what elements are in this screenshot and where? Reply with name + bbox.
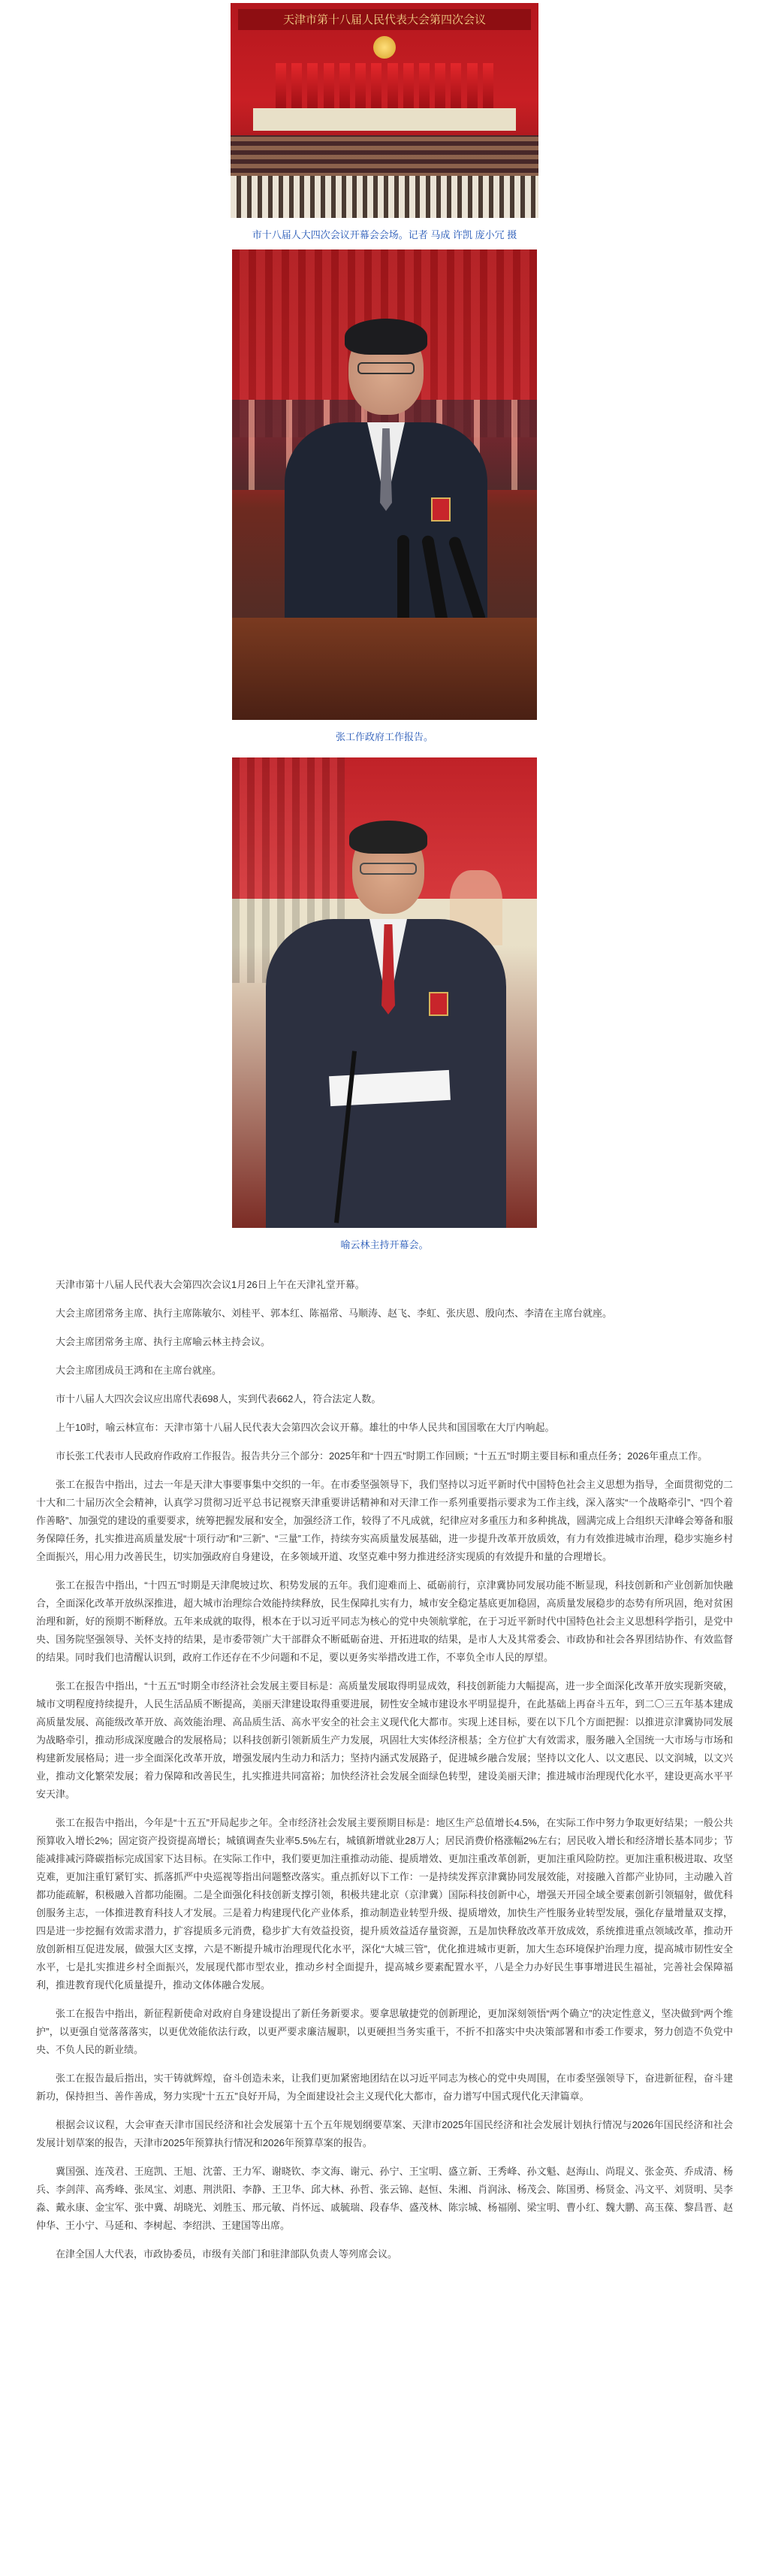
paragraph: 张工在报告中指出，“十四五”时期是天津爬坡过坎、积势发展的五年。我们迎难而上、砥砺前行，京津冀协同发展功能不断显现，科技创新和产业创新加快融合，全面深化改革开放纵深推进，超大城市治理综合效能持续释放，民生保障扎实有力，城市安全稳定基底更加稳固，高质量发展稳步的态势有所巩固，绝对贫困治理和新，好的预期不断释放。五年来成就的取得，根本在于以习近平同志为核心的党中央领航掌舵，在于习近平新时代中国特色社会主义思想科学指引，是党中央、国务院坚强领导、关怀支持的结果，是市委带领广大干部群众不断砥砺奋进、开拓进取的结果，是市人大及其常委会、市政协和社会各界团结协作、有效监督的结果。同时我们也清醒认识到，政府工作还存在不少问题和不足，要以更务实举措改进工作，不辜负全市人民的厚望。 — [36, 1580, 733, 1663]
photo-caption-1: 市十八届人大四次会议开幕会会场。记者 马成 许凯 庞小冗 摄 — [252, 229, 517, 240]
speaker-hair — [349, 821, 427, 854]
paragraph: 根据会议议程，大会审查天津市国民经济和社会发展第十五个五年规划纲要草案、天津市2025年国民经济和社会发展计划执行情况与2026年国民经济和社会发展计划草案的报告，天津市2025年预算执行情况和2026年预算草案的报告。 — [36, 2119, 733, 2148]
paragraph: 张工在报告中指出，新征程新使命对政府自身建设提出了新任务新要求。要拿思敏捷党的创新理论，更加深刻领悟“两个确立”的决定性意义，坚决做到“两个维护”，以更强自觉落落落实，以更优效能依法行政，以更严要求廉洁履职，以更硬担当务实重干，不折不扣落实中央决策部署和市委工作要求，努力创造不负党中央、不负人民的新业绩。 — [36, 2008, 733, 2055]
paragraph: 张工在报告中指出，过去一年是天津大事要事集中交织的一年。在市委坚强领导下，我们坚持以习近平新时代中国特色社会主义思想为指导，全面贯彻党的二十大和二十届历次全会精神，认真学习贯彻习近平总书记视察天津重要讲话精神和对天津工作一系列重要指示要求为工作主线，深入落实“一个战略牵引”、“四个着作善略”、加强党的建设的重要要求，统筹把握发展和安全，加强经济工作，较得了不凡成就，纪律应对多重压力和多种挑战，圆满完成上合组织天津峰会筹备和服务保障任务，扎实推进高质量发展“十项行动”和“三新”、“三量”工作，持续夯实高质量发展基础，进一步提升改革开放质效，有力有效推进城市治理，稳步实施乡村全面振兴，用心用力改善民生，切实加强政府自身建设，在多领域开道、攻坚克难中努力推进经济实现质的有效提升和量的合理增长。 — [36, 1479, 733, 1562]
photo-caption-3: 喻云林主持开幕会。 — [340, 1239, 429, 1250]
delegate-badge-icon — [429, 992, 448, 1016]
paragraph: 天津市第十八届人民代表大会第四次会议1月26日上午在天津礼堂开幕。 — [56, 1279, 365, 1290]
paragraph: 张工在报告最后指出，实干铸就辉煌，奋斗创造未来，让我们更加紧密地团结在以习近平同志为核心的党中央周围，在市委坚强领导下，奋进新征程，奋斗建新功，保持担当、善作善成，努力实现“十五五”良好开局，为全面建设社会主义现代化大都市，奋力谱写中国式现代化天津篇章。 — [36, 2073, 733, 2102]
delegate-badge-icon — [431, 497, 451, 522]
speaker-hair — [345, 319, 427, 355]
article-body — [36, 1276, 733, 2263]
photo-caption-2: 张工作政府工作报告。 — [335, 731, 433, 742]
photo-block-1 — [0, 0, 769, 242]
presiding-photo — [232, 757, 537, 1228]
paragraph: 冀国强、连茂君、王庭凯、王旭、沈蕾、王力军、谢晓钦、李文海、谢元、孙宁、王宝明、盛立新、王秀峰、孙文魁、赵海山、尚琨义、张金英、乔成清、杨兵、李剑萍、高秀峰、张凤宝、刘惠、荆洪阳、李静、王卫华、邱大林、孙哲、张云锦、赵恒、朱湘、肖润泳、杨茂会、陈国勇、杨贤金、冯文平、刘贤明、吴李淼、戴永康、金宝军、张中冀、胡晓光、刘胜玉、邢元敏、肖怀远、戚毓瑞、段春华、盛茂林、陈宗城、杨福刚、梁宝明、曹小红、魏大鹏、高玉葆、黎昌晋、赵仲华、王小宁、马延和、李树起、李绍洪、王建国等出席。 — [36, 2166, 733, 2231]
paragraph: 在津全国人大代表，市政协委员，市级有关部门和驻津部队负责人等列席会议。 — [56, 2248, 398, 2260]
podium — [232, 618, 537, 720]
glasses-icon — [360, 863, 417, 875]
rostrum — [253, 108, 516, 131]
paragraph: 大会主席团成员王鸿和在主席台就座。 — [56, 1365, 222, 1376]
glasses-icon — [357, 362, 415, 374]
paragraph: 张工在报告中指出，“十五五”时期全市经济社会发展主要目标是：高质量发展取得明显成效，科技创新能力大幅提高，进一步全面深化改革开放实现新突破，城市文明程度持续提升，人民生活品质不断提高，美丽天津建设取得重要进展，韧性安全城市建设水平明显提升，在此基础上再奋斗五年，到二〇三五年基本建成高质量发展、高能级改革开放、高效能治理、高品质生活、高水平安全的社会主义现代化大都市。实现上述目标，要在以下几个方面把握：以推进京津冀协同发展为战略牵引，推动形成深度融合的发展格局；以科技创新引领新质生产力发展，巩固壮大实体经济根基；全方位扩大有效需求，服务融入全国统一大市场与市场和构建新发展格局；进一步全面深化改革开放，增强发展内生动力和活力；坚持内涵式发展路子，促进城乡融合发展；坚持以文化人、以文惠民、以文润城，以文兴业，推动文化繁荣发展；着力保障和改善民生，扎实推进共同富裕；加快经济社会发展全面绿色转型，建设美丽天津；推进城市治理现代化水平，建设更高水平平安天津。 — [36, 1680, 733, 1800]
front-rows — [231, 176, 538, 218]
paragraph: 上午10时，喻云林宣布：天津市第十八届人民代表大会第四次会议开幕。雄壮的中华人民共和国国歌在大厅内响起。 — [56, 1422, 555, 1433]
plenary-hall-photo — [231, 3, 538, 218]
photo-block-3 — [0, 744, 769, 1252]
photo-block-2 — [0, 242, 769, 744]
hall-banner-text: 天津市第十八届人民代表大会第四次会议 — [238, 9, 531, 30]
paragraph: 大会主席团常务主席、执行主席喻云林主持会议。 — [56, 1336, 271, 1347]
national-emblem-icon — [373, 36, 396, 59]
paragraph: 市长张工代表市人民政府作政府工作报告。报告共分三个部分：2025年和“十四五”时期工作回顾；“十五五”时期主要目标和重点任务；2026年重点工作。 — [56, 1450, 708, 1462]
paragraph: 市十八届人大四次会议应出席代表698人，实到代表662人，符合法定人数。 — [56, 1393, 381, 1404]
microphone-icon — [397, 535, 409, 625]
red-flags — [276, 63, 493, 108]
government-report-photo — [232, 249, 537, 720]
paragraph: 张工在报告中指出，今年是“十五五”开局起步之年。全市经济社会发展主要预期目标是：地区生产总值增长4.5%，在实际工作中努力争取更好结果；一般公共预算收入增长2%；固定资产投资提高增长；城镇调查失业率5.5%左右，城镇新增就业28万人；居民消费价格涨幅2%左右；居民收入增长和经济增长基本同步；节能减排减污降碳指标完成国家下达目标。在实际工作中，我们要更加注重推动动能、提质增效、更加注重改革创新，更加注重风险防控。更加注重积极进取、攻坚克难，更加注重钉紧钉实、抓落抓严中央巡视等指出问题整改落实。重点抓好以下工作：一是持续发挥京津冀协同发展效能，对接融入首都产业协同，主动融入首都功能疏解，积极融入首都功能圈。二是全面强化科技创新支撑引领，积极共建北京（京津冀）国际科技创新中心，增强天开园全域全要素创新引领辐射，做优科创服务主志，一体推进教育科技人才发展。三是着力构建现代化产业体系，推动制造业转型升级、提质增效，加快生产性服务业转型发展，强化存量增量双支撑，四是进一步挖掘有效需求潜力，扩容提质多元消费，稳步扩大有效益投资，提升质效益适存量资源，五是加快释放改革开放成效，系统推进重点领域改革，推动开放创新相互促进发展，做强大区支撑，六是不断提升城市治理现代化水平，深化“大城三管”，优化推进城市更新，加大生态环境保护治理力度，提高城市韧性安全水平，七是扎实推进乡村全面振兴，发展现代都市型农业，推动乡村全面提升，提高城乡要素配置水平，八是全力办好民生事事增进民生福祉，完善社会保障福利，推进教育现代化质量提升，推动文体体融合发展。 — [36, 1817, 733, 1991]
paragraph: 大会主席团常务主席、执行主席陈敏尔、刘桂平、郭本红、陈福常、马顺涛、赵飞、李虹、张庆恩、殷向杰、李清在主席台就座。 — [56, 1308, 613, 1319]
